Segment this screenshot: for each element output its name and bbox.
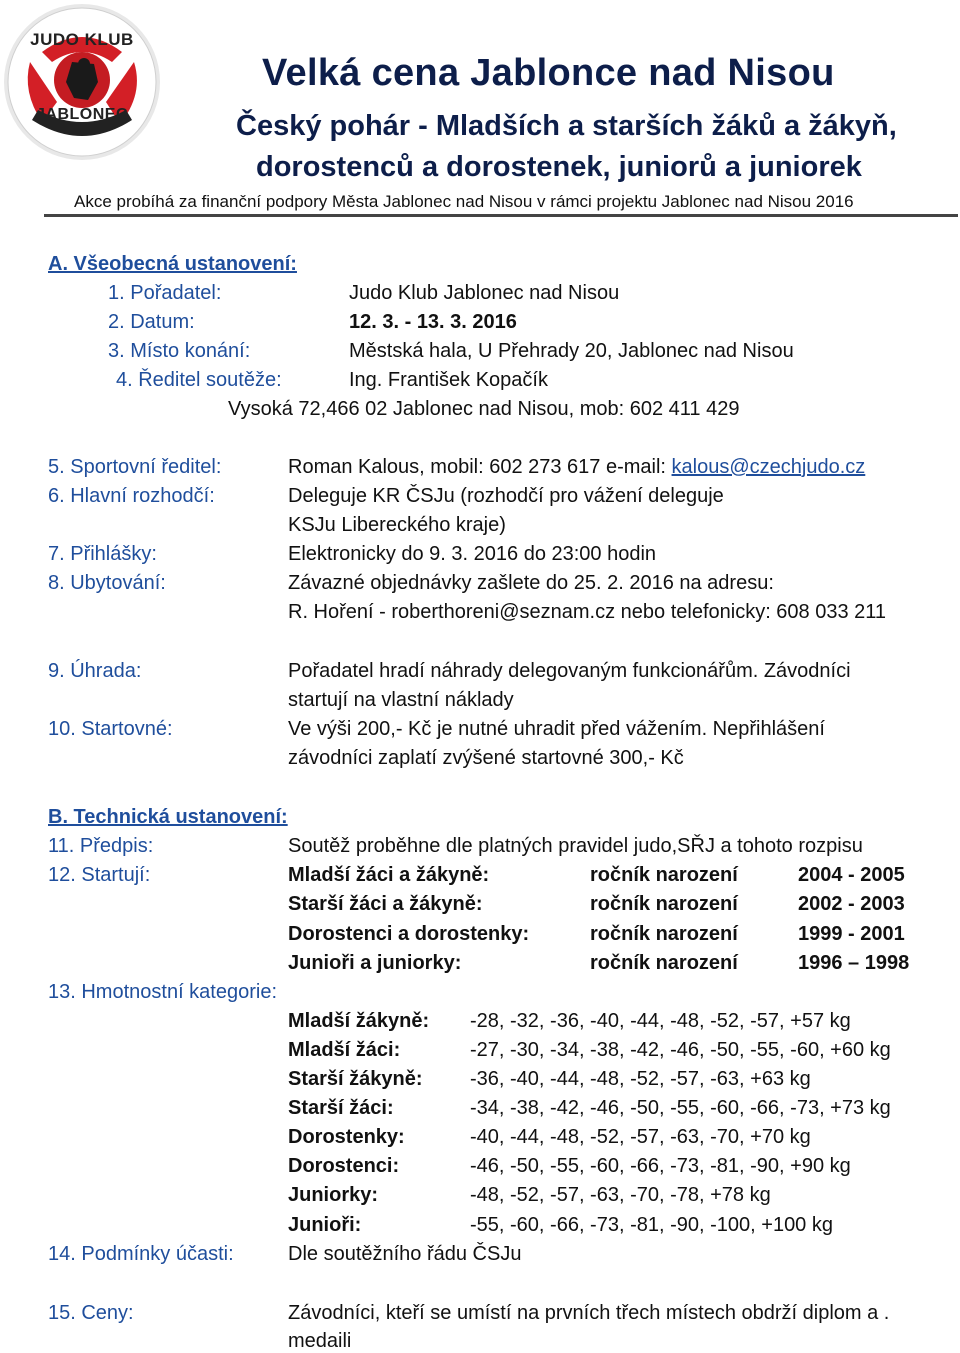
- starting-years: 1996 – 1998: [798, 952, 910, 974]
- director-value: Ing. František Kopačík: [349, 369, 548, 391]
- date-value: 12. 3. - 13. 3. 2016: [349, 311, 517, 333]
- header-divider: [44, 214, 958, 217]
- entries-label: 7. Přihlášky:: [48, 543, 157, 565]
- payment-label: 9. Úhrada:: [48, 660, 142, 682]
- starting-category: Starší žáci a žákyně:: [288, 893, 483, 915]
- starting-birth-label: ročník narození: [590, 952, 738, 974]
- weight-values: -28, -32, -36, -40, -44, -48, -52, -57, +57 kg: [470, 1010, 851, 1032]
- prizes-value-1: Závodníci, kteří se umístí na prvních třech místech obdrží diplom a .: [288, 1302, 890, 1324]
- sport-director-text: Roman Kalous, mobil: 602 273 617 e-mail:: [288, 456, 672, 478]
- conditions-value: Dle soutěžního řádu ČSJu: [288, 1243, 522, 1265]
- support-note: Akce probíhá za finanční podpory Města Jablonec nad Nisou v rámci projektu Jablonec nad Nisou 2016: [74, 192, 854, 211]
- conditions-label: 14. Podmínky účasti:: [48, 1243, 234, 1265]
- starting-years: 2004 - 2005: [798, 864, 905, 886]
- weight-category: Starší žákyně:: [288, 1068, 423, 1090]
- starting-category: Junioři a juniorky:: [288, 952, 462, 974]
- prizes-value-2: medaili: [288, 1330, 352, 1352]
- fee-value-1: Ve výši 200,- Kč je nutné uhradit před vážením. Nepřihlášení: [288, 718, 825, 740]
- page-subtitle-1: Český pohár - Mladších a starších žáků a žákyň,: [236, 110, 897, 142]
- weight-values: -48, -52, -57, -63, -70, -78, +78 kg: [470, 1184, 771, 1206]
- weight-category: Junioři:: [288, 1214, 362, 1236]
- payment-value-1: Pořadatel hradí náhrady delegovaným funkcionářům. Závodníci: [288, 660, 851, 682]
- weight-values: -55, -60, -66, -73, -81, -90, -100, +100 kg: [470, 1214, 833, 1236]
- rules-value: Soutěž proběhne dle platných pravidel judo,SŘJ a tohoto rozpisu: [288, 835, 863, 857]
- accommodation-value-1: Závazné objednávky zašlete do 25. 2. 2016 na adresu:: [288, 572, 774, 594]
- sport-director-value: [288, 456, 865, 479]
- judo-klub-logo: [2, 2, 166, 162]
- organizer-value: Judo Klub Jablonec nad Nisou: [349, 282, 620, 304]
- venue-label: 3. Místo konání:: [108, 340, 251, 362]
- starting-birth-label: ročník narození: [590, 923, 738, 945]
- logo-emblem-icon: [2, 2, 166, 162]
- weight-category: Mladší žákyně:: [288, 1010, 430, 1032]
- weight-category: Mladší žáci:: [288, 1039, 401, 1061]
- logo-text-bottom: JABLONEC: [35, 106, 128, 123]
- starting-birth-label: ročník narození: [590, 864, 738, 886]
- starting-birth-label: ročník narození: [590, 893, 738, 915]
- starting-category: Dorostenci a dorostenky:: [288, 923, 530, 945]
- accommodation-value-2: R. Hoření - roberthoreni@seznam.cz nebo telefonicky: 608 033 211: [288, 601, 887, 623]
- weight-values: -40, -44, -48, -52, -57, -63, -70, +70 kg: [470, 1126, 811, 1148]
- starting-years: 1999 - 2001: [798, 923, 905, 945]
- weight-values: -34, -38, -42, -46, -50, -55, -60, -66, -73, +73 kg: [470, 1097, 891, 1119]
- weight-values: -46, -50, -55, -60, -66, -73, -81, -90, +90 kg: [470, 1155, 851, 1177]
- director-address: Vysoká 72,466 02 Jablonec nad Nisou, mob: 602 411 429: [228, 398, 740, 420]
- sport-director-label: 5. Sportovní ředitel:: [48, 456, 222, 478]
- fee-value-2: závodníci zaplatí zvýšené startovné 300,- Kč: [288, 747, 684, 769]
- weight-category: Juniorky:: [288, 1184, 379, 1206]
- venue-value: Městská hala, U Přehrady 20, Jablonec nad Nisou: [349, 340, 794, 362]
- weights-label: 13. Hmotnostní kategorie:: [48, 981, 278, 1003]
- weight-values: -36, -40, -44, -48, -52, -57, -63, +63 kg: [470, 1068, 811, 1090]
- payment-value-2: startují na vlastní náklady: [288, 689, 514, 711]
- section-a-heading: A. Všeobecná ustanovení:: [48, 253, 297, 275]
- referee-value-1: Deleguje KR ČSJu (rozhodčí pro vážení deleguje: [288, 485, 724, 507]
- page-title: Velká cena Jablonce nad Nisou: [262, 52, 835, 94]
- page-subtitle-2: dorostenců a dorostenek, juniorů a juniorek: [256, 151, 862, 183]
- section-b-heading: B. Technická ustanovení:: [48, 806, 288, 828]
- referee-label: 6. Hlavní rozhodčí:: [48, 485, 215, 507]
- rules-label: 11. Předpis:: [48, 835, 154, 857]
- referee-value-2: KSJu Libereckého kraje): [288, 514, 506, 536]
- entries-value: Elektronicky do 9. 3. 2016 do 23:00 hodin: [288, 543, 657, 565]
- logo-text-top: JUDO KLUB: [30, 30, 134, 49]
- director-label: 4. Ředitel soutěže:: [116, 369, 282, 391]
- weight-category: Dorostenky:: [288, 1126, 405, 1148]
- sport-director-email-link[interactable]: kalous@czechjudo.cz: [671, 456, 866, 478]
- organizer-label: 1. Pořadatel:: [108, 282, 222, 304]
- starting-years: 2002 - 2003: [798, 893, 905, 915]
- accommodation-label: 8. Ubytování:: [48, 572, 166, 594]
- starting-label: 12. Startují:: [48, 864, 151, 886]
- weight-values: -27, -30, -34, -38, -42, -46, -50, -55, -60, +60 kg: [470, 1039, 891, 1061]
- weight-category: Starší žáci:: [288, 1097, 394, 1119]
- starting-category: Mladší žáci a žákyně:: [288, 864, 490, 886]
- prizes-label: 15. Ceny:: [48, 1302, 134, 1324]
- date-label: 2. Datum:: [108, 311, 195, 333]
- fee-label: 10. Startovné:: [48, 718, 173, 740]
- weight-category: Dorostenci:: [288, 1155, 400, 1177]
